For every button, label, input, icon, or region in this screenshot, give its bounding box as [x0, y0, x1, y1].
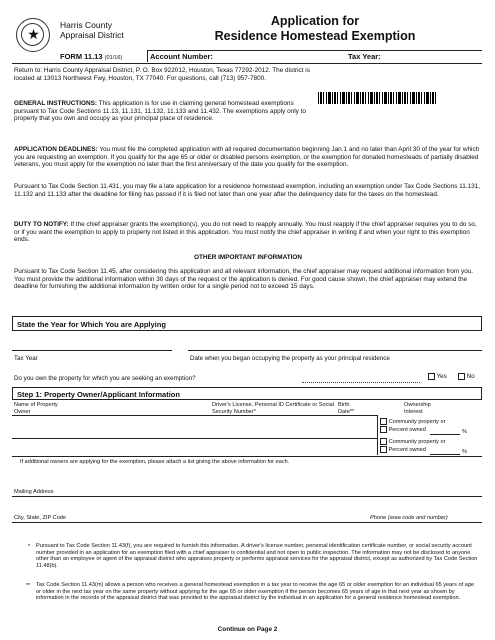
footnote-star2-mark: ** [26, 583, 31, 589]
continue-note: Continue on Page 2 [217, 626, 278, 633]
owner2-percent-checkbox[interactable] [380, 446, 387, 453]
col-birth-date: Birth Date** [338, 402, 355, 415]
col-ownership: Ownership Interest [404, 402, 431, 415]
owner1-percent [380, 426, 426, 434]
title-line-2: Residence Homestead Exemption [214, 29, 416, 43]
own-no-option [458, 373, 475, 381]
form-date: (01/16) [104, 55, 123, 61]
yes-label: Yes [436, 373, 447, 381]
owner1-percent-field[interactable] [430, 434, 460, 435]
general-instructions-heading: GENERAL INSTRUCTIONS: [14, 100, 97, 107]
no-checkbox[interactable] [458, 373, 465, 380]
deadlines-heading: APPLICATION DEADLINES: [14, 146, 98, 153]
percent-sign-2: % [462, 449, 467, 455]
notify-text: If the chief appraiser grants the exemption(s), you do not need to reapply annually. You must reapply if the chief appraiser requires you to do so, or if you want the exemption to apply to property not listed in this application. You must notify the chief appraiser in writing if and when your right to this exemption ends. [14, 221, 477, 244]
title-line-1: Application for [270, 14, 360, 28]
year-section-heading: State the Year for Which You are Applying [17, 320, 166, 329]
percent-label-2: Percent owned [388, 446, 426, 453]
return-to-text: Return to: Harris County Appraisal District, P. O. Box 922012, Houston, Texas 77292-2012. The district is located at 13013 Northwest Fwy, Houston, TX 77040. For questions, call (713) 957-7800. [14, 67, 310, 82]
phone-label: Phone (area code and number) [370, 515, 448, 521]
account-number-label: Account Number: [150, 52, 213, 61]
general-instructions-text: This application is for use in claiming general homestead exemptions pursuant to Tax Code Sections 11.13, 11.131, 11.132, 11.133 and 11.432. The exemptions apply only to property that you own and occupy as your principal place of residence. [14, 100, 306, 123]
form-number [60, 52, 122, 61]
owner1-percent-checkbox[interactable] [380, 426, 387, 433]
city-state-zip-label: City, State, ZIP Code [14, 515, 67, 521]
step1-header [12, 387, 482, 400]
duty-to-notify [14, 221, 482, 244]
own-property-question: Do you own the property for which you are seeking an exemption? [14, 375, 196, 382]
owner1-community-checkbox[interactable] [380, 418, 387, 425]
footnote-star1: Pursuant to Tax Code Section 11.43(f), you are required to furnish this information. A driver's license number, personal identification certificate number, or social security account number provided in an application for an exemption filed with a chief appraiser is confidential and not open to public inspection. The information may not be disclosed to anyone other than an employee or agent of the appraisal district who appraises property or performs appraisal services for the appraisal district, except as authorized by Tax Code Section 11.48(b). [36, 543, 478, 569]
tax-year-field[interactable] [12, 350, 172, 351]
general-instructions [14, 100, 310, 123]
mailing-address-label: Mailing Address [14, 489, 54, 495]
other-info-heading: OTHER IMPORTANT INFORMATION [193, 254, 303, 261]
owner2-percent [380, 446, 426, 454]
year-section-header [12, 316, 482, 331]
deadlines-text: You must file the completed application with all required documentation beginning Jan.1 and no later than April 30 of the year for which you are requesting an exemption. If you qualify for the age 65 or older or disabled persons exemption, or the exemption for donated homesteads of partially disabled veterans, you must apply for the exemption no later than the first anniversary of the date you qualify for the exemption. [14, 146, 480, 169]
community-label-2: Community property or [388, 438, 446, 445]
tax-year-field-label: Tax Year [14, 355, 38, 362]
community-label-1: Community property or [388, 418, 446, 425]
step1-heading: Step 1: Property Owner/Applicant Information [17, 390, 180, 399]
application-deadlines [14, 146, 482, 169]
org-line-1: Harris County [60, 20, 112, 30]
owner2-community-checkbox[interactable] [380, 438, 387, 445]
footnote-star1-mark: * [28, 544, 31, 550]
late-application-text: Pursuant to Tax Code Section 11.431, you may file a late application for a residence homestead exemption, including an exemption under Tax Code Sections 11.131, 11.132 and 11.133 after the deadline for filing has passed if it is filed not later than one year after the delinquency date for the taxes on the homestead. [14, 183, 480, 198]
notify-heading: DUTY TO NOTIFY: [14, 221, 69, 228]
occupied-date-label: Date when you began occupying the property as your principal residence [190, 355, 390, 362]
col-owner-name: Name of Property Owner [14, 402, 58, 415]
other-info-text: Pursuant to Tax Code Section 11.45, after considering this application and all relevant information, the chief appraiser may request additional information from you. You must provide the additional information within 30 days of the request or the application is denied. For good cause shown, the chief appraiser may extend the deadline for furnishing the additional information by written order for a single period not to exceed 15 days. [14, 268, 474, 291]
no-label: No [466, 373, 475, 381]
occupied-date-field[interactable] [188, 350, 482, 351]
page-title [150, 14, 480, 44]
percent-label-1: Percent owned [388, 426, 426, 433]
tax-year-label: Tax Year: [348, 52, 381, 61]
harris-county-seal-logo [16, 18, 50, 52]
org-line-2: Appraisal District [60, 30, 124, 40]
owner2-percent-field[interactable] [430, 454, 460, 455]
org-name [60, 20, 124, 40]
own-yes-option [428, 373, 447, 381]
yes-checkbox[interactable] [428, 373, 435, 380]
mailing-address-field[interactable] [12, 496, 482, 497]
additional-owners-note: If additional owners are applying for the exemption, please attach a list giving the above information for each. [20, 459, 290, 465]
form-number-text: FORM 11.13 [60, 52, 103, 61]
owner2-community [380, 438, 445, 446]
footnote-star2: Tax Code Section 11.43(m) allows a person who receives a general homestead exemption in a tax year to receive the age 65 or older exemption for an individual 65 years of age or older in the next tax year on the same property without applying for the age 65 or older exemption if the person becomes 65 years of age in that next year as shown by information in the records of the appraisal district that was provided to the appraisal district by the individual in an application for a general residence homestead exemption. [36, 582, 475, 602]
star-icon: ★ [27, 27, 40, 43]
percent-sign-1: % [462, 429, 467, 435]
owner1-community [380, 418, 445, 426]
col-license: Driver's License, Personal ID Certificate or Social Security Number* [212, 402, 335, 415]
barcode [318, 92, 438, 104]
